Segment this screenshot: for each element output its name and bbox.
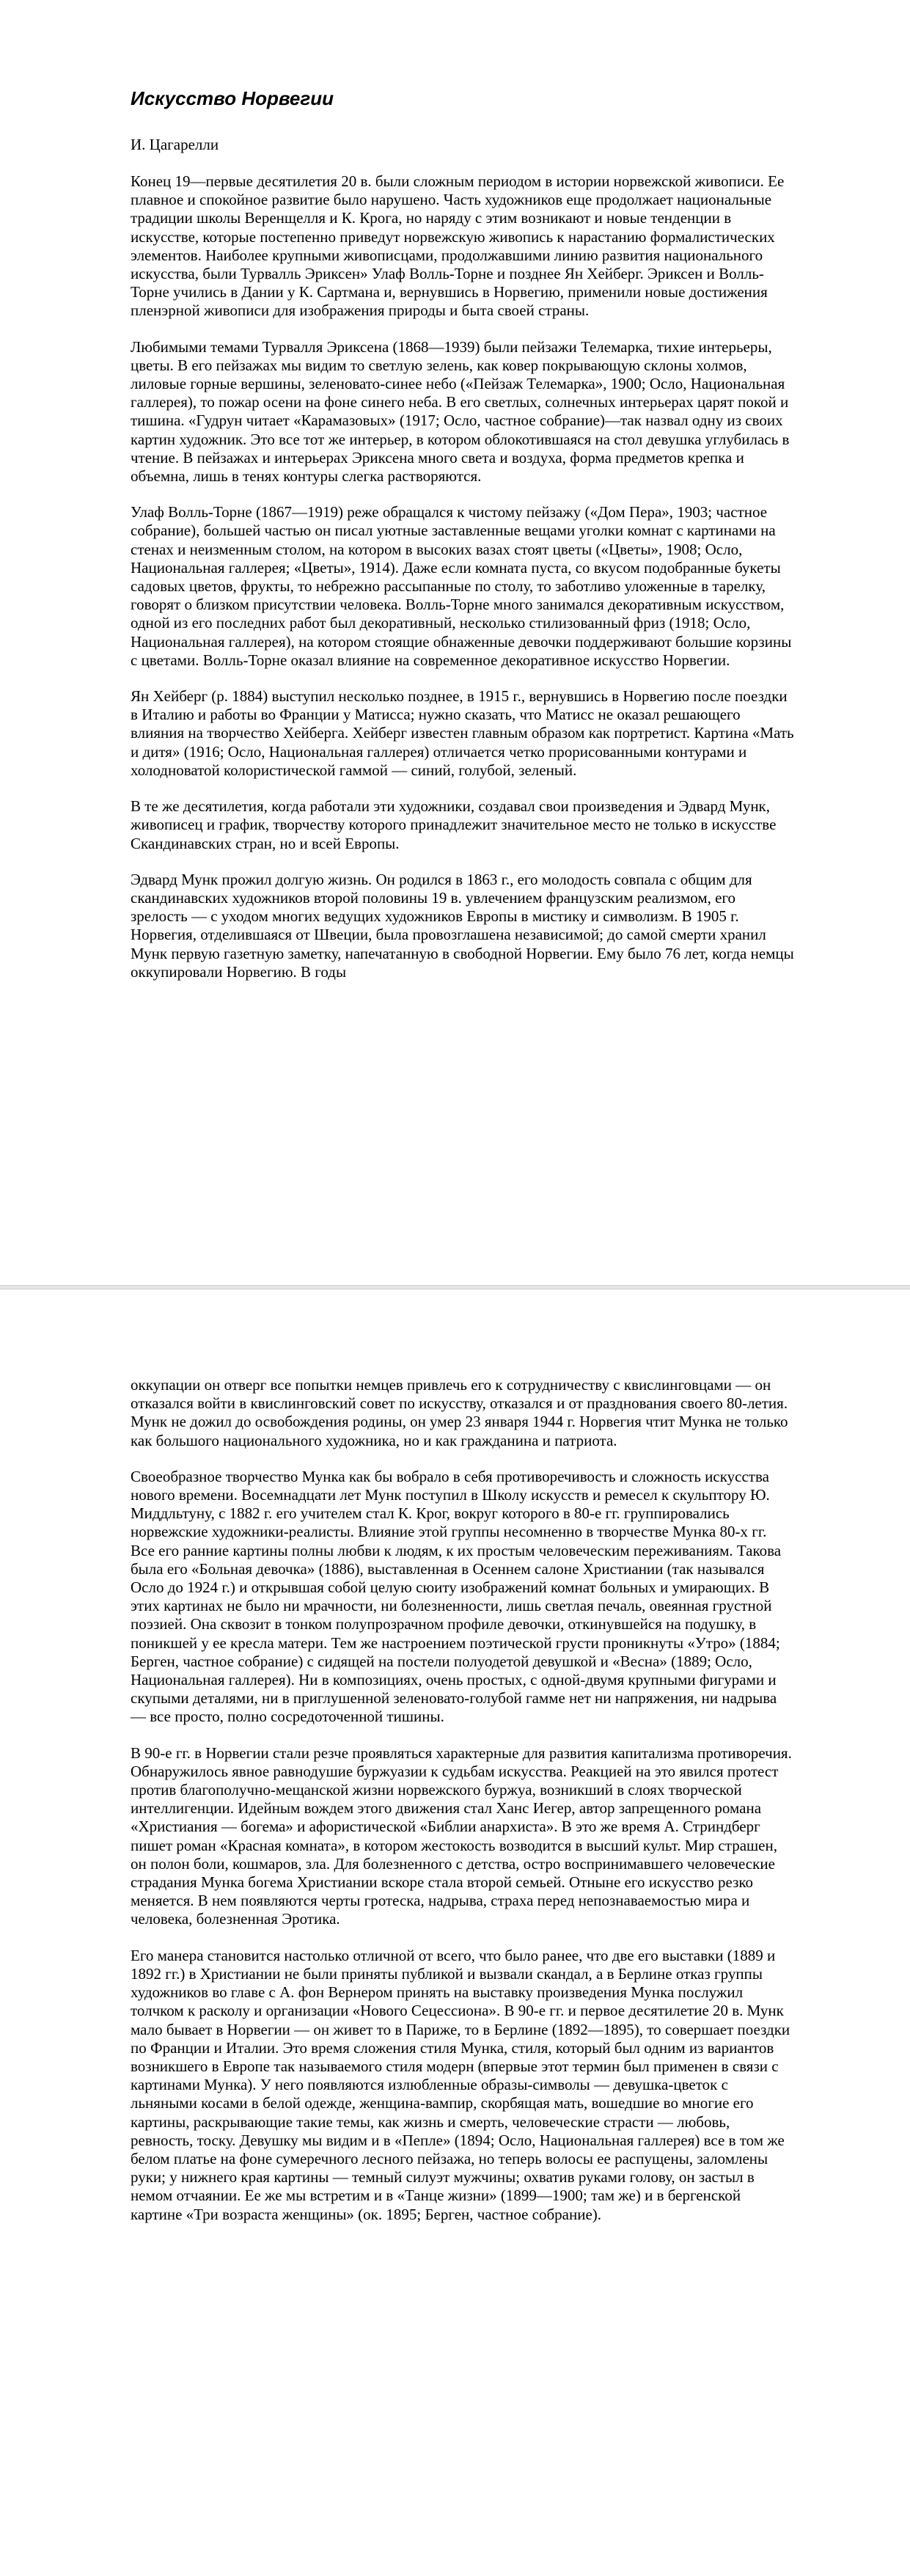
- paragraph: Его манера становится настолько отличной от всего, что было ранее, что две его выставки (1889 и 1892 гг.) в Христиании не были приняты публикой и вызвали скандал, а в Берлине отказ группы художников во главе с А. фон Вернером принять на выставку произведения Мунка послужил толчком к расколу и организации «Нового Сецессиона». В 90-е гг. и первое десятилетие 20 в. Мунк мало бывает в Норвегии — он живет то в Париже, то в Берлине (1892—1895), то совершает поездки по Франции и Италии. Это время сложения стиля Мунка, стиля, который был одним из вариантов возникшего в Европе так называемого стиля модерн (впервые этот термин был применен в связи с картинами Мунка). У него появляются излюбленные образы-символы — девушка-цветок с льняными косами в белой одежде, женщина-вампир, скорбящая мать, вошедшие во многие его картины, раскрывающие такие темы, как жизнь и смерть, человеческие страсти — любовь, ревность, тоску. Девушку мы видим и в «Пепле» (1894; Осло, Национальная галлерея) все в том же белом платье на фоне сумеречного лесного пейзажа, но теперь волосы ее распущены, заломлены руки; у нижнего края картины — темный силуэт мужчины; охватив руками голову, он застыл в немом отчаянии. Ее же мы встретим и в «Танце жизни» (1899—1900; там же) и в бергенской картине «Три возраста женщины» (ок. 1895; Берген, частное собрание).: [131, 1946, 790, 2223]
- paragraph: оккупации он отверг все попытки немцев привлечь его к сотрудничеству с квислинговцами — он отказался войти в квислинговский совет по искусству, отказался и от празднования своего 80-летия. Мунк не дожил до освобождения родины, он умер 23 января 1944 г. Норвегия чтит Мунка не только как большого национального художника, но и как гражданина и патриота.: [131, 1376, 788, 1449]
- paragraph: В 90-е гг. в Норвегии стали резче проявляться характерные для развития капитализма противоречия. Обнаружилось явное равнодушие буржуазии к судьбам искусства. Реакцией на это явился протест против благополучно-мещанской жизни норвежского буржуа, возникший в слоях творческой интеллигенции. Идейным вождем этого движения стал Ханс Иегер, автор запрещенного романа «Христиания — богема» и афористической «Библии анархиста». В это же время А. Стриндберг пишет роман «Красная комната», в котором жестокость возводится в высший культ. Мир страшен, он полон боли, кошмаров, зла. Для болезненного с детства, остро воспринимавшего человеческие страдания Мунка богема Христиании вскоре стала второй семьей. Отныне его искусство резко меняется. В нем появляются черты гротеска, надрыва, страха перед непознаваемостью мира и человека, болезненная Эротика.: [131, 1743, 792, 1928]
- paragraph: Любимыми темами Турвалля Эриксена (1868—1939) были пейзажи Телемарка, тихие интерьеры, цветы. В его пейзажах мы видим то светлую зелень, как ковер покрывающую склоны холмов, лиловые горные вершины, зеленовато-синее небо («Пейзаж Телемарка», 1900; Осло, Национальная галлерея), то пожар осени на фоне синего неба. В его светлых, солнечных интерьерах царят покой и тишина. «Гудрун читает «Карамазовых» (1917; Осло, частное собрание)—так назвал одну из своих картин художник. Это все тот же интерьер, в котором облокотившаяся на стол девушка углубилась в чтение. В пейзажах и интерьерах Эриксена много света и воздуха, форма предметов крепка и объемна, лишь в тенях контуры слегка растворяются.: [131, 337, 790, 486]
- paragraph: Эдвард Мунк прожил долгую жизнь. Он родился в 1863 г., его молодость совпала с общим для скандинавских художников второй половины 19 в. увлечением французским реализмом, его зрелость — с уходом многих ведущих художников Европы в мистику и символизм. В 1905 г. Норвегия, отделившаяся от Швеции, была провозглашена независимой; до самой смерти хранил Мунк первую газетную заметку, напечатанную в свободной Норвегии. Ему было 76 лет, когда немцы оккупировали Норвегию. В годы: [131, 870, 794, 981]
- paragraph: Своеобразное творчество Мунка как бы вобрало в себя противоречивость и сложность искусства нового времени. Восемнадцати лет Мунк поступил в Школу искусств и ремесел к скульптору Ю. Миддльтуну, с 1882 г. его учителем стал К. Крог, вокруг которого в 80-е гг. группировались норвежские художники-реалисты. Влияние этой группы несомненно в творчестве Мунка 80-х гг. Все его ранние картины полны любви к людям, к их простым человеческим переживаниям. Такова была его «Больная девочка» (1886), выставленная в Осеннем салоне Христиании (так назывался Осло до 1924 г.) и открывшая собой целую сюиту изображений комнат больных и умирающих. В этих картинах не было ни мрачности, ни болезненности, лишь светлая печаль, овеянная грустной поэзией. Она сквозит в тонком полупрозрачном профиле девочки, откинувшейся на подушку, в поникшей у ее кресла матери. Тем же настроением поэтической грусти проникнуты «Утро» (1884; Берген, частное собрание) с сидящей на постели полуодетой девушкой и «Весна» (1889; Осло, Национальная галлерея). Ни в композициях, очень простых, с одной-двумя крупными фигурами и скупыми деталями, ни в приглушенной зеленовато-голубой гамме нет ни напряжения, ни надрыва — все просто, полно сосредоточенной тишины.: [131, 1467, 782, 1726]
- document-author: И. Цагарелли: [131, 136, 219, 153]
- document-page-2: [0, 1289, 910, 2576]
- page-2-content: [131, 1376, 794, 2242]
- document-page-1: [0, 0, 910, 1285]
- paragraph: В те же десятилетия, когда работали эти художники, создавал свои произведения и Эдвард Мунк, живописец и график, творчеству которого принадлежит значительное место не только в искусстве Скандинавских стран, но и всей Европы.: [131, 797, 777, 852]
- page-1-content: [131, 87, 794, 999]
- paragraph: Улаф Волль-Торне (1867—1919) реже обращался к чистому пейзажу («Дом Пера», 1903; частное собрание), большей частью он писал уютные заставленные вещами уголки комнат с картинами на стенах и неизменным столом, на котором в высоких вазах стоят цветы («Цветы», 1908; Осло, Национальная галлерея; «Цветы», 1914). Даже если комната пуста, со вкусом подобранные букеты садовых цветов, фрукты, то небрежно рассыпанные по столу, то заботливо уложенные в тарелку, говорят о близком присутствии человека. Волль-Торне много занимался декоративным искусством, одной из его последних работ был декоративный, несколько стилизованный фриз (1918; Осло, Национальная галлерея), на котором стоящие обнаженные девочки поддерживают большие корзины с цветами. Волль-Торне оказал влияние на современное декоративное искусство Норвегии.: [131, 503, 792, 669]
- document-title: Искусство Норвегии: [131, 87, 334, 109]
- paragraph: Конец 19—первые десятилетия 20 в. были сложным периодом в истории норвежской живописи. Ее плавное и спокойное развитие было нарушено. Часть художников еще продолжает национальные традиции школы Веренщелля и К. Крога, но наряду с этим возникают и новые тенденции в искусстве, которые постепенно приведут норвежскую живопись к нарастанию формалистических элементов. Наиболее крупными живописцами, продолжавшими линию развития национального искусства, были Турвалль Эриксен» Улаф Волль-Торне и позднее Ян Хейберг. Эриксен и Волль-Торне учились в Дании у К. Сартмана и, вернувшись в Норвегию, применили новые достижения пленэрной живописи для изображения природы и быта своей страны.: [131, 172, 785, 320]
- paragraph: Ян Хейберг (р. 1884) выступил несколько позднее, в 1915 г., вернувшись в Норвегию после поездки в Италию и работы во Франции у Матисса; нужно сказать, что Матисс не оказал решающего влияния на творчество Хейберга. Хейберг известен главным образом как портретист. Картина «Мать и дитя» (1916; Осло, Национальная галлерея) отличается четко прорисованными контурами и холодноватой колористической гаммой — синий, голубой, зеленый.: [131, 687, 794, 779]
